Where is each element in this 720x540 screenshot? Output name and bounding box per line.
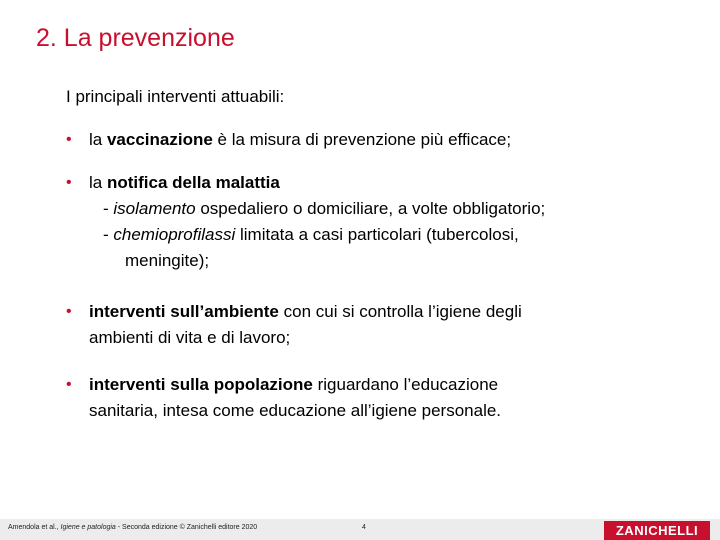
bullet-vaccinazione — [66, 127, 511, 153]
publisher-logo: ZANICHELLI — [604, 521, 710, 540]
bullet-line: interventi sull’ambiente con cui si controlla l’igiene degli — [89, 302, 522, 321]
bullet-icon: • — [66, 131, 72, 148]
bullet-notifica — [66, 170, 545, 274]
page-title: 2. La prevenzione — [36, 24, 235, 52]
bullet-ambiente — [66, 299, 522, 351]
bullet-icon: • — [66, 174, 72, 191]
footer-credit: Amendola et al., Igiene e patologia - Seconda edizione © Zanichelli editore 2020 — [8, 524, 258, 531]
sub-item-continuation: meningite); — [125, 251, 210, 270]
bullet-line: interventi sulla popolazione riguardano l’educazione — [89, 375, 499, 394]
bullet-continuation: ambienti di vita e di lavoro; — [89, 328, 291, 347]
bullet-line: la vaccinazione è la misura di prevenzione più efficace; — [89, 130, 512, 149]
bullet-line: la notifica della malattia — [89, 173, 280, 192]
bullet-popolazione — [66, 372, 501, 424]
intro-text: I principali interventi attuabili: — [66, 87, 285, 106]
sub-item-chemioprofilassi: - chemioprofilassi limitata a casi particolari (tubercolosi, — [103, 225, 519, 244]
page-number: 4 — [362, 524, 366, 531]
bullet-continuation: sanitaria, intesa come educazione all’igiene personale. — [89, 401, 502, 420]
bullet-icon: • — [66, 376, 72, 393]
bullet-icon: • — [66, 303, 72, 320]
sub-item-isolamento: - isolamento ospedaliero o domiciliare, a volte obbligatorio; — [103, 199, 546, 218]
